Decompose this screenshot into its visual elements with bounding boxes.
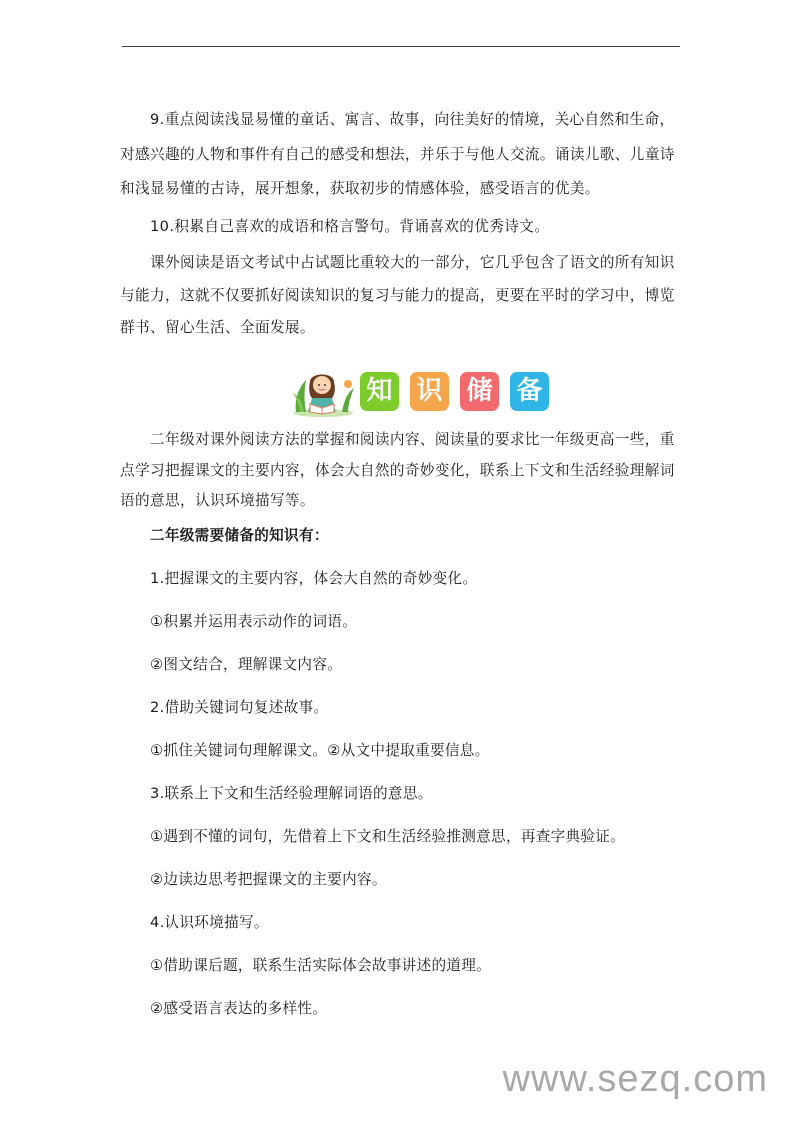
knowledge-line: 4.认识环境描写。 — [150, 914, 269, 931]
header-rule — [122, 46, 680, 47]
banner-tile-zhi: 知 — [360, 372, 399, 411]
watermark: www.sezq.com — [502, 1058, 768, 1100]
banner-tile-shi: 识 — [410, 372, 449, 411]
knowledge-line: ①抓住关键词句理解课文。②从文中提取重要信息。 — [150, 742, 490, 759]
knowledge-line: ②边读边思考把握课文的主要内容。 — [150, 871, 387, 888]
girl-reading-illustration-icon — [290, 368, 356, 418]
knowledge-line: 2.借助关键词句复述故事。 — [150, 699, 329, 716]
knowledge-intro: 二年级对课外阅读方法的掌握和阅读内容、阅读量的要求比一年级更高一些，重点学习把握课文的主要内容，体会大自然的奇妙变化，联系上下文和生活经验理解词语的意思，认识环境描写等。 — [120, 431, 675, 509]
knowledge-banner — [290, 368, 550, 418]
knowledge-line: ①遇到不懂的词句，先借着上下文和生活经验推测意思，再查字典验证。 — [150, 828, 626, 845]
intro-paragraph: 课外阅读是语文考试中占试题比重较大的一部分，它几乎包含了语文的所有知识与能力，这就不仅要抓好阅读知识的复习与能力的提高，更要在平时的学习中，博览群书、留心生活、全面发展。 — [120, 254, 675, 337]
knowledge-line: 1.把握课文的主要内容，体会大自然的奇妙变化。 — [150, 570, 478, 587]
paragraph-9: 9.重点阅读浅显易懂的童话、寓言、故事，向往美好的情境，关心自然和生命，对感兴趣的人物和事件有自己的感受和想法，并乐于与他人交流。诵读儿歌、儿童诗和浅显易懂的古诗，展开想象，获取初步的情感体验，感受语言的优美。 — [120, 111, 675, 197]
knowledge-line: 3.联系上下文和生活经验理解词语的意思。 — [150, 785, 433, 802]
knowledge-line: ②感受语言表达的多样性。 — [150, 1000, 328, 1017]
knowledge-line: ①借助课后题，联系生活实际体会故事讲述的道理。 — [150, 957, 492, 974]
banner-tile-chu: 储 — [460, 372, 499, 411]
knowledge-line: ①积累并运用表示动作的词语。 — [150, 613, 358, 630]
paragraph-10: 10.积累自己喜欢的成语和格言警句。背诵喜欢的优秀诗文。 — [150, 218, 550, 235]
knowledge-line: ②图文结合，理解课文内容。 — [150, 656, 343, 673]
banner-tile-bei: 备 — [510, 372, 549, 411]
knowledge-heading: 二年级需要储备的知识有： — [150, 527, 329, 544]
